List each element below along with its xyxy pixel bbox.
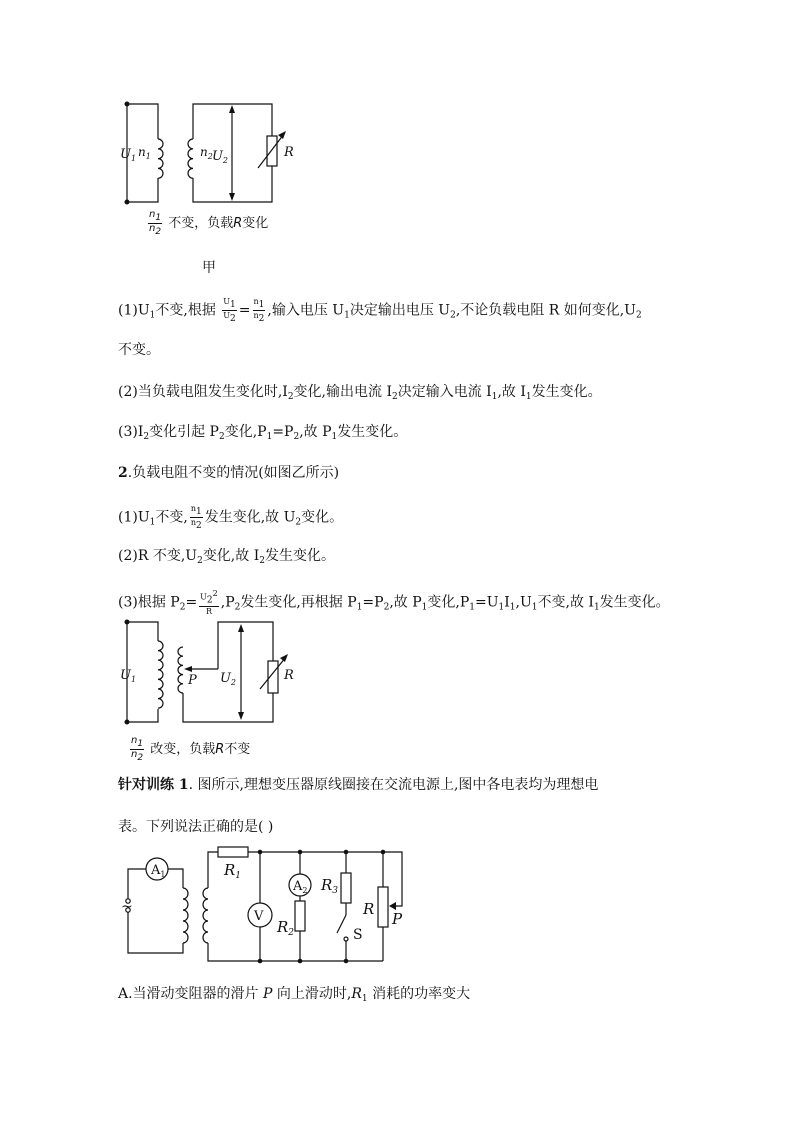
fig-yi-r-label: R xyxy=(284,668,294,683)
fig-yi-u2-label: $U_2$ xyxy=(219,671,236,687)
case1-line1-cont: 不变。 xyxy=(118,342,160,358)
fig3-r-label: R xyxy=(363,900,375,918)
fig3-r2-label: $R_2$ xyxy=(277,918,295,938)
fig3-s-label: S xyxy=(353,927,363,943)
fig-yi-u1-label: $U_1$ xyxy=(120,668,137,684)
case2-heading: 2.负载电阻不变的情况(如图乙所示) xyxy=(118,465,340,481)
fig3-ac-symbol: ~ xyxy=(121,899,133,915)
training-label: 针对训练 1 xyxy=(118,777,189,793)
fig-yi-caption: $\frac{n_1}{n_2}$ 改变，负载R不变 xyxy=(131,735,251,763)
case2-line3: (3)根据 $P_2=$ $\frac{U_2^2}{R}$ $,P_2$发生变化,再根据 $P_1=P_2$,故 $P_1$变化$,P_1=U_1I_1,U_1$不变,故 $I_1$发生变化。 xyxy=(118,589,670,616)
fig3-r1-label: $R_1$ xyxy=(224,861,242,881)
figure-training-circuit xyxy=(118,843,418,968)
case1-line2: (2)当负载电阻发生变化时$,I_2$变化,输出电流 $I_2$决定输入电流 $I_1$,故 $I_1$发生变化。 xyxy=(118,384,602,402)
fig3-a2-meter: $A_2$ xyxy=(293,879,308,895)
case2-line2: (2)R 不变$,U_2$变化,故 $I_2$发生变化。 xyxy=(118,548,335,566)
fig3-p-label: P xyxy=(392,910,403,928)
figure-jia-circuit xyxy=(118,98,318,208)
training-question-line2: 表。下列说法正确的是( ) xyxy=(118,819,274,835)
case1-line1: $(1)U_1$不变,根据 $\frac{U_1}{U_2}$ = $\frac{n_1}{n_2}$ ,输入电压 $U_1$决定输出电压 $U_2$,不论负载电阻 R 如何变化$,U_2$ xyxy=(118,297,642,324)
training-question-line1: 针对训练 1. 图所示,理想变压器原线圈接在交流电源上,图中各电表均为理想电 xyxy=(118,777,599,793)
fig-jia-n2-label: $n_2$ xyxy=(200,145,213,161)
fraction-u1-over-u2: $\frac{U_1}{U_2}$ xyxy=(223,297,236,324)
fraction-n1-over-n2: $\frac{n_1}{n_2}$ xyxy=(253,297,265,324)
fig-jia-n1-label: $n_1$ xyxy=(138,145,151,161)
fig3-v-meter: V xyxy=(254,909,264,924)
case1-line3: $(3)I_2$变化引起 $P_2$变化$,P_1=P_2$,故 $P_1$发生变化。 xyxy=(118,424,408,442)
fig-jia-caption: $\frac{n_1}{n_2}$ 不变，负载R变化 xyxy=(149,209,269,237)
fraction-n1-over-n2-b: $\frac{n_1}{n_2}$ xyxy=(190,504,202,531)
fig-jia-label: 甲 xyxy=(202,260,216,276)
fraction-u2sq-over-r: $\frac{U_2^2}{R}$ xyxy=(200,589,218,616)
fig3-a1-meter: $A_1$ xyxy=(151,863,166,879)
option-a: A.当滑动变阻器的滑片 P 向上滑动时$,R_1$ 消耗的功率变大 xyxy=(118,986,471,1004)
fig-jia-u1-label: $U_1$ xyxy=(120,147,137,163)
figure-yi-circuit xyxy=(118,617,318,727)
fig3-r3-label: $R_3$ xyxy=(321,876,339,896)
fig-yi-p-label: P xyxy=(188,673,197,688)
fig-jia-r-label: R xyxy=(284,145,294,160)
case2-line1: $(1)U_1$不变, $\frac{n_1}{n_2}$ 发生变化,故 $U_2$变化。 xyxy=(118,504,344,531)
fig-jia-u2-label: $U_2$ xyxy=(211,149,228,165)
